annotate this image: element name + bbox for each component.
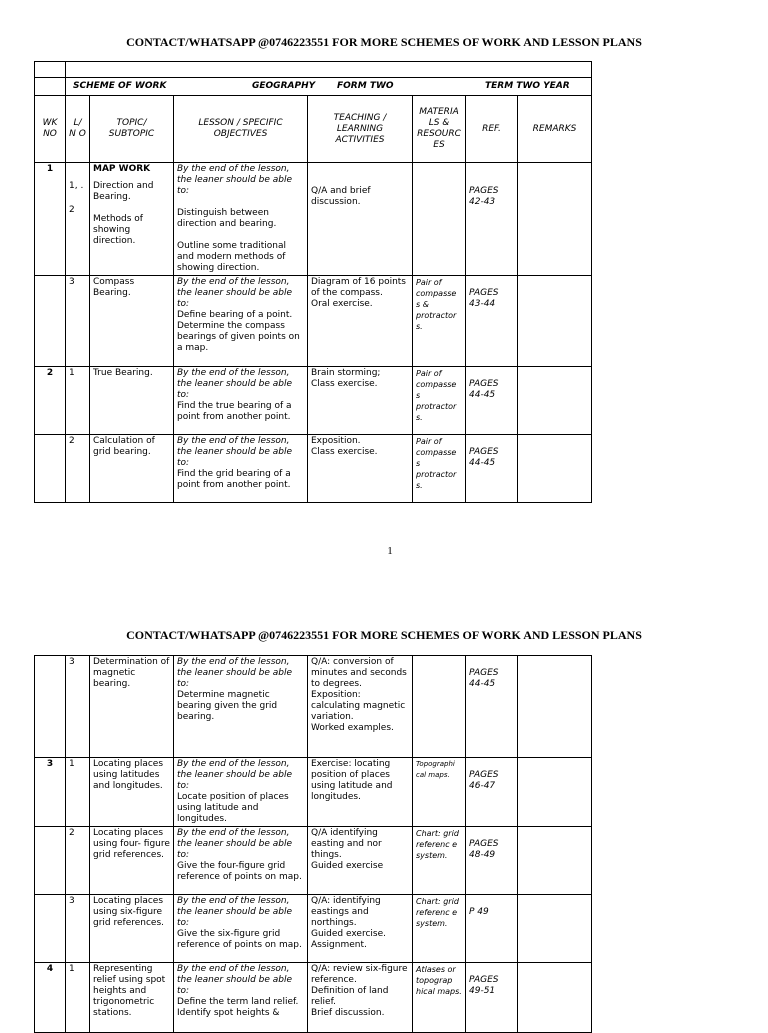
- lesson-number: 3: [66, 276, 90, 367]
- materials: Chart: grid referenc e system.: [413, 895, 466, 963]
- activities: Q/A and brief discussion.: [311, 186, 371, 207]
- table-row: [35, 827, 592, 895]
- objective-intro: By the end of the lesson, the leaner should be able to:: [177, 964, 293, 996]
- col-activities: TEACHING / LEARNING ACTIVITIES: [308, 96, 413, 163]
- reference: PAGES 44-45: [466, 435, 518, 503]
- materials: Atlases or topograp hical maps.: [413, 963, 466, 1033]
- table-row: [35, 758, 592, 827]
- week-number: 1: [35, 163, 66, 276]
- objective-intro: By the end of the lesson, the leaner should be able to:: [177, 436, 293, 468]
- title-row: [35, 78, 592, 96]
- term-title: TERM TWO YEAR: [485, 81, 570, 91]
- lesson-number: 1: [66, 758, 90, 827]
- scheme-table-page-1: [34, 61, 592, 503]
- materials: Pair of compasse s & protractor s.: [413, 276, 466, 367]
- table-row: [35, 656, 592, 758]
- objective: Distinguish between direction and bearing.: [177, 208, 277, 229]
- page-header: CONTACT/WHATSAPP @0746223551 FOR MORE SCHEMES OF WORK AND LESSON PLANS: [126, 35, 642, 49]
- reference: PAGES 48-49: [466, 827, 518, 895]
- activities: Brain storming; Class exercise.: [308, 367, 413, 435]
- objective-intro: By the end of the lesson, the leaner should be able to:: [177, 828, 293, 860]
- subtopic: True Bearing.: [90, 367, 174, 435]
- objective: Define bearing of a point. Determine the compass bearings of given points on a map.: [177, 310, 300, 353]
- subtopic: Representing relief using spot heights and trigonometric stations.: [90, 963, 174, 1033]
- subtopic: Locating places using four- figure grid references.: [90, 827, 174, 895]
- activities: Q/A: review six-figure reference. Definition of land relief. Brief discussion.: [308, 963, 413, 1033]
- objective-intro: By the end of the lesson, the leaner should be able to:: [177, 277, 293, 309]
- table-row: [35, 963, 592, 1033]
- page-number: 1: [387, 545, 393, 557]
- subtopic: Determination of magnetic bearing.: [90, 656, 174, 758]
- subtopic: Locating places using latitudes and longitudes.: [90, 758, 174, 827]
- objective-intro: By the end of the lesson, the leaner should be able to:: [177, 896, 293, 928]
- activities: Diagram of 16 points of the compass. Oral exercise.: [308, 276, 413, 367]
- activities: Exercise: locating position of places using latitude and longitudes.: [308, 758, 413, 827]
- subject-title: GEOGRAPHY: [252, 81, 316, 91]
- week-number: 2: [35, 367, 66, 435]
- objective: Give the six-figure grid reference of points on map.: [177, 929, 302, 950]
- week-number: 4: [35, 963, 66, 1033]
- col-lno: L/ N O: [66, 96, 90, 163]
- table-row: [35, 435, 592, 503]
- objective-intro: By the end of the lesson, the leaner should be able to:: [177, 368, 293, 400]
- col-ref: REF.: [466, 96, 518, 163]
- lesson-number: 1, .: [69, 181, 84, 191]
- objective: Determine magnetic bearing given the grid bearing.: [177, 690, 278, 722]
- subtopic: Methods of showing direction.: [93, 214, 143, 246]
- materials: Pair of compasse s protractor s.: [413, 435, 466, 503]
- objective: Locate position of places using latitude and longitudes.: [177, 792, 289, 824]
- col-materials: MATERIA LS & RESOURC ES: [413, 96, 466, 163]
- objective: Define the term land relief. Identify spot heights &: [177, 997, 299, 1018]
- page-header: CONTACT/WHATSAPP @0746223551 FOR MORE SCHEMES OF WORK AND LESSON PLANS: [126, 628, 642, 642]
- objective: Find the grid bearing of a point from another point.: [177, 469, 291, 490]
- activities: Q/A: identifying eastings and northings. Guided exercise. Assignment.: [308, 895, 413, 963]
- week-number: 3: [35, 758, 66, 827]
- reference: PAGES 42-43: [469, 186, 499, 207]
- reference: PAGES 43-44: [466, 276, 518, 367]
- subtopic: Calculation of grid bearing.: [90, 435, 174, 503]
- materials: Topographi cal maps.: [413, 758, 466, 827]
- lesson-number: 2: [66, 827, 90, 895]
- reference: PAGES 44-45: [466, 656, 518, 758]
- lesson-number: 1: [66, 367, 90, 435]
- col-remarks: REMARKS: [518, 96, 592, 163]
- col-topic: TOPIC/ SUBTOPIC: [90, 96, 174, 163]
- objective: Outline some traditional and modern methods of showing direction.: [177, 241, 286, 273]
- objective-intro: By the end of the lesson, the leaner should be able to:: [177, 164, 293, 196]
- table-row: [35, 276, 592, 367]
- activities: Exposition. Class exercise.: [308, 435, 413, 503]
- reference: P 49: [466, 895, 518, 963]
- subtopic: Direction and Bearing.: [93, 181, 154, 202]
- activities: Q/A identifying easting and nor things. Guided exercise: [308, 827, 413, 895]
- scheme-table-page-2: [34, 655, 592, 1033]
- scheme-title: SCHEME OF WORK: [73, 81, 167, 91]
- lesson-number: 3: [66, 895, 90, 963]
- lesson-number: 3: [66, 656, 90, 758]
- subtopic: Locating places using six-figure grid references.: [90, 895, 174, 963]
- lesson-number: 1: [66, 963, 90, 1033]
- materials: Chart: grid referenc e system.: [413, 827, 466, 895]
- reference: PAGES 49-51: [466, 963, 518, 1033]
- lesson-number: 2: [69, 205, 75, 215]
- lesson-number: 2: [66, 435, 90, 503]
- col-objectives: LESSON / SPECIFIC OBJECTIVES: [174, 96, 308, 163]
- form-title: FORM TWO: [337, 81, 394, 91]
- objective: Give the four-figure grid reference of points on map.: [177, 861, 302, 882]
- objective-intro: By the end of the lesson, the leaner should be able to:: [177, 759, 293, 791]
- reference: PAGES 46-47: [466, 758, 518, 827]
- topic-title: MAP WORK: [93, 164, 151, 174]
- table-row: [35, 163, 592, 276]
- blank-row: [35, 62, 592, 78]
- column-header-row: [35, 96, 592, 163]
- subtopic: Compass Bearing.: [90, 276, 174, 367]
- reference: PAGES 44-45: [466, 367, 518, 435]
- materials: Pair of compasse s protractor s.: [413, 367, 466, 435]
- table-row: [35, 367, 592, 435]
- objective: Find the true bearing of a point from another point.: [177, 401, 292, 422]
- activities: Q/A: conversion of minutes and seconds to degrees. Exposition: calculating magnetic variation. Worked examples.: [308, 656, 413, 758]
- objective-intro: By the end of the lesson, the leaner should be able to:: [177, 657, 293, 689]
- col-wk-no: WK NO: [35, 96, 66, 163]
- table-row: [35, 895, 592, 963]
